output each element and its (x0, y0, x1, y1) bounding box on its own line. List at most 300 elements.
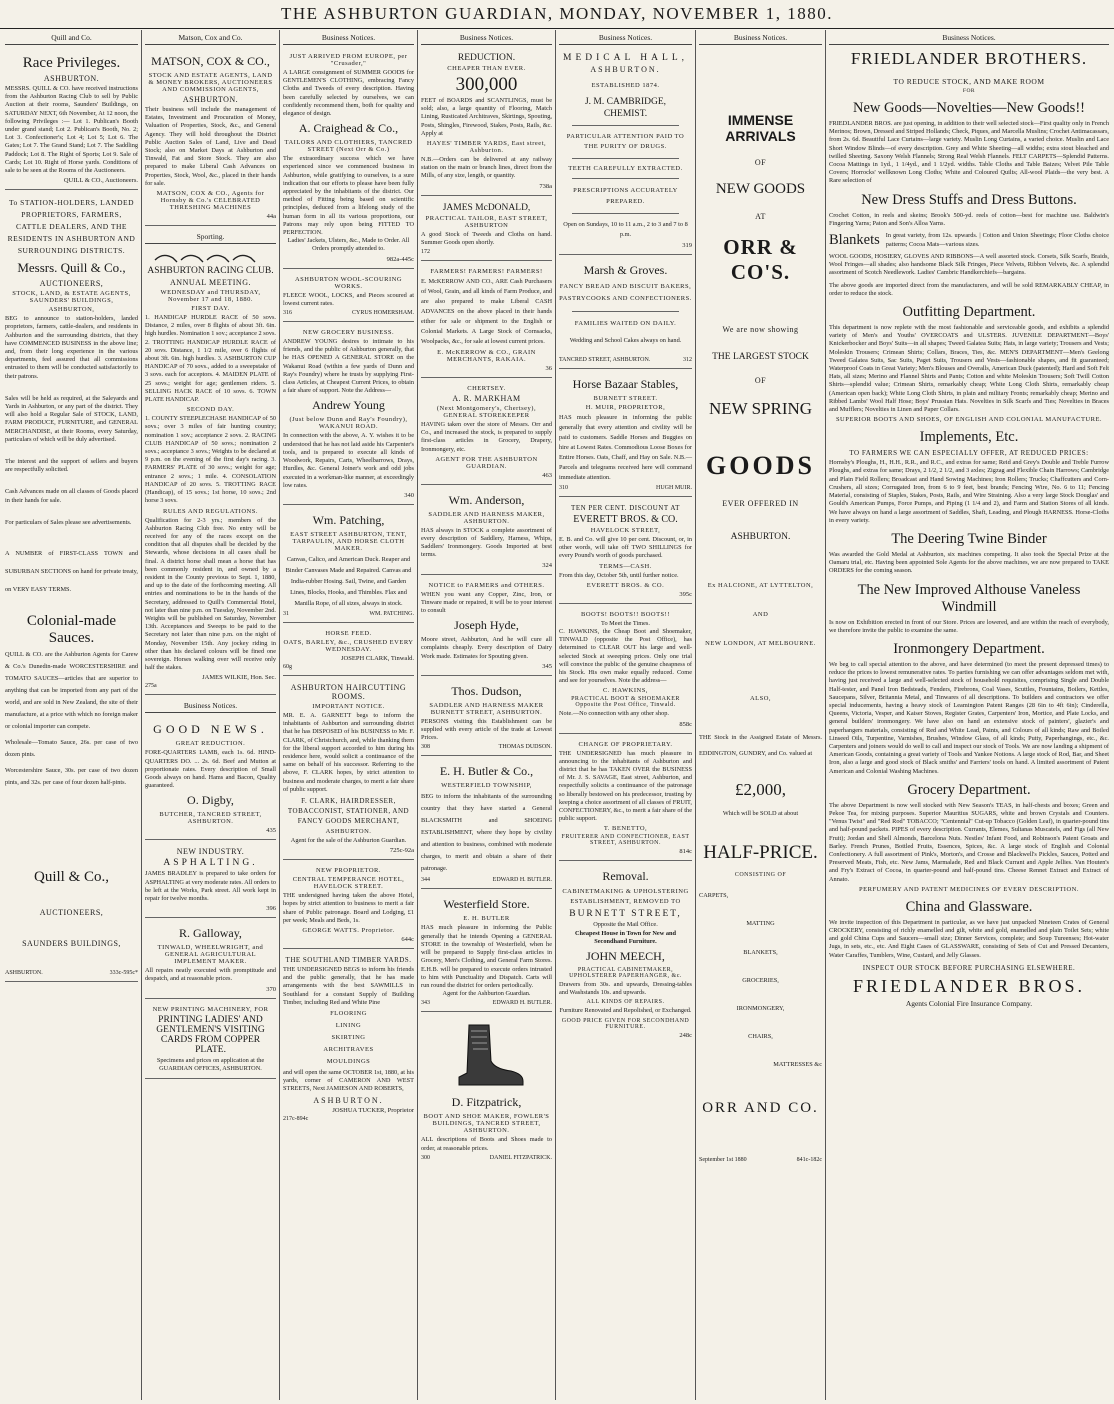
goods-item: MATTRESSES &c (773, 1061, 822, 1069)
ad-body: C. HAWKINS, the Cheap Boot and Shoemaker, TINWALD (opposite the Post Office), has determined to CLEAR OUT his large and well-selected Stock at sweeping prices. Only one trial will convince the public of the genuine cheapness of his Stock. His own make equally reduced. Come and see for yourselves. Note the address— (559, 628, 692, 685)
ad-body: JAMES BRADLEY is prepared to take orders for ASPHALTING at very moderate rates. All orders to be left at the Works, Park street. All work kept in repair for twelve months. (145, 870, 276, 902)
ad-footnote: Ladies' Jackets, Ulsters, &c., Made to Order. All Orders promptly attended to. (287, 237, 410, 253)
ad-signature: EDWARD H. BUTLER. (492, 877, 552, 884)
masthead-title: THE ASHBURTON GUARDIAN, MONDAY, NOVEMBER 1, 1880. (281, 4, 833, 23)
ad-signature: THOMAS DUDSON. (498, 744, 552, 751)
ad-and: AND (752, 611, 769, 618)
ad-china-body: We invite inspection of this Department in particular, as we have just unpacked Nineteen Crates of General CROCKERY, consisting of richly enamelled and gilt, white and gold, enamelled and plain Toilet Sets; white and gold China Cups and Saucers—small size; Dinner Services, complete; and Soup Tureenses; Hot-water Jugs, in sets, etc., etc. And Eight Cases of GLASSWARE, consisting of Sets of Cut and Pressed Decanters, Water Caraffes, Tumblers, Wine, Custard, and Jelly Glasses. (829, 918, 1109, 959)
column-4 (418, 30, 556, 1400)
ad-body: All repairs neatly executed with promptitude and despatch, and at reasonable prices. (145, 967, 276, 983)
ad-code: 396 (266, 905, 276, 913)
ad-code: 300 (421, 1154, 430, 1161)
ad-subtitle: SADDLER AND HARNESS MAKER BURNETT STREET, ASHBURTON. (429, 701, 544, 716)
ad-headline: HORSE FEED. (325, 629, 372, 637)
ad-code: 644c (401, 935, 414, 943)
ad-rules-body: Qualification for 2-3 yrs.; members of the Ashburton Racing Club free. No entry will be received for any of the races except on the condition that all disputes shall be decided by the Stewards, whose decisions in all cases shall be final. A district horse shall mean a horse that has been commonly resident in, and owned by a resident in the County previous to Sept. 1, 1880, and up to the date of the forthcoming meeting. All entries and nominations to be in the hands of the Secretary, addressed to Quill's Commercial Hotel, not later than nine p.m. on Tuesday, November 2nd. Weights will be published on Saturday, November 13th. Acceptances and Sweeps to be paid to the Secretary not later than nine p.m. on the night of Monday, November 15th. Any jockey riding in other than his declared colours will be fined one sovereign. Horses walking over will receive only half the stakes. (145, 516, 276, 672)
ad-code: 814c (679, 848, 692, 856)
good-news-ad (145, 717, 276, 840)
ad-place: ASHBURTON. (325, 827, 372, 835)
ad-signature: EDWARD H. BUTLER. (492, 1000, 552, 1007)
ad-headline: To STATION-HOLDERS, LANDED PROPRIETORS, FARMERS, CATTLE DEALERS, AND THE RESIDENTS IN ASHBURTON AND SURROUNDING DISTRICTS. (7, 198, 136, 256)
ad-subtitle: IMPORTANT NOTICE. (312, 702, 385, 710)
asphalting-ad (145, 843, 276, 918)
ad-bros: FRIEDLANDER BROS. (852, 975, 1086, 996)
matson-cox-ad (145, 49, 276, 226)
ad-subtitle-2: BUTCHER, TANCRED STREET, ASHBURTON. (159, 811, 262, 826)
ad-code: 319 (682, 242, 692, 249)
ad-final-sub: AUCTIONEERS, (39, 908, 104, 918)
hawkins-ad (559, 607, 692, 734)
ad-code: 345 (542, 662, 552, 670)
ad-sauces-body: QUILL & CO. are the Ashburton Agents for Carew & Co.'s Dunedin-made WORCESTERSHIRE and TOMATO SAUCES—articles that are superior to anything that can be imported from any part of the world, and are sold in New Zealand, the site of their manufacture, at a price with which no foreign maker or colonial importer can compete. (5, 651, 138, 731)
ad-subtitle-2: PRACTICAL CABINETMAKER, UPHOLSTERER PAPERHANGER, &c. (569, 967, 682, 980)
hayes-timber-ad (421, 49, 552, 196)
ad-headline: FARMERS! FARMERS! FARMERS! (430, 268, 543, 276)
ad-subtitle: FRUITERER AND CONFECTIONER, EAST STREET, ASHBURTON. (561, 834, 690, 847)
ad-sauces-body-3: Worcestershire Sauce, 30s. per case of two dozen pints, and 32s. per case of four dozen half-pints. (5, 767, 138, 787)
ad-body: MR. E. A. GARNETT begs to inform the inhabitants of Ashburton and surrounding district that he has DISPOSED of his BUSINESS to Mr. F. CLARK, of Christchurch, and, while thanking them for the liberal support accorded to him during his residence here, would solicit a continuance of the same on behalf of his successor. Referring to the above, F. CLARK hopes, by strict attention to business and moderate charges, to merit a fair share of public support. (283, 711, 414, 793)
mckerrow-ad (421, 264, 552, 378)
ad-code: 60g (283, 663, 292, 670)
ad-inspect: INSPECT OUR STOCK BEFORE PURCHASING ELSEWHERE. (862, 963, 1076, 972)
ad-subtitle: STOCK AND ESTATE AGENTS, LAND & MONEY BROKERS, AUCTIONEERS AND COMMISSION AGENTS, (148, 72, 273, 93)
ad-deering-body: Was awarded the Gold Medal at Ashburton, six machines competing. It also took the Special Prize at the Oamaru trial, etc. Having been appointed Sole Agents for the above machines, we are now prepared to TAKE ORDERS for the coming season. (829, 550, 1109, 575)
ad-code: 333c-595c* (109, 970, 138, 977)
column-1 (2, 30, 142, 1400)
ad-body-2: The extraordinary success which we have experienced since we commenced business in Ashburton, while gratifying to ourselves, is a sure indication that our efforts to please have been fully appreciated by the inhabitants of the district. Our method of Fitting being based on scientific principles, deduced from a lifelong study of the human form in all its various proportions, our Patrons may rely upon being FITTED TO PERFECTION. (283, 155, 414, 237)
ad-implements-body: Hornsby's Ploughs, H., H.H., R.R., and R.C., and extras for same; Reid and Grey's Double and Treble Furrow Ploughs, and extras for same; Drays, 2 1/2, 2 1/2, and 3 axles; Zigzag and Flexible Chain Harrows; Cambridge and Plain Field Rollers; Broadcast and Hand Sowing Machines; Iron Rollers; Trucks; Chaffcutters and Corn-Crushers, all sizes; Corrugated Iron, from 6 to 9 feet, best brands; Fencing Wire, No. 6 to 11; Fencing Material, consisting of Staples, Stakes, Posts, Rails, and Wire Straining. Also a very large Stock Douglas' and Gould's American Pumps, Force Pumps, and Piping (1 1/4 and 2), and Farm and Station Stores of all kinds. We have always on hand a large assortment of Saddles, Shaft, Leading, and Plough HARNESS. Horse-Cloths in every variety. (829, 459, 1109, 524)
ad-code: 344 (421, 877, 430, 884)
ad-line-5: GOOD PRICE GIVEN FOR SECONDHAND FURNITURE. (561, 1017, 690, 1030)
westerfield-store-ad (421, 892, 552, 1012)
ad-body: HAS much pleasure in informing the Public generally that he intends Opening a GENERAL STORE in the township of Westerfield, when he will be prepared to Supply first-class articles in Grocery, Men's Clothing, and General Farm Stores. E.H.B. will be prepared to execute orders intrusted to him with Punctuality and Dispatch. Carts will run round the district for orders periodically. (421, 924, 552, 989)
column-header: Business Notices. (699, 30, 822, 45)
ad-body: FORE-QUARTERS LAMB, each 1s. 6d. HIND-QUARTERS DO. ... 2s. 6d. Beef and Mutton at proportionate rates. Every description of Small Goods always on hand. Hams and Bacon, Quality guaranteed. (145, 749, 276, 790)
ad-subtitle: FANCY BREAD AND BISCUIT BAKERS, PASTRYCOOKS AND CONFECTIONERS. (559, 283, 692, 302)
ad-body-3: The interest and the support of sellers and buyers are respectfully solicited. (5, 458, 138, 474)
ad-signature: JAMES WILKIE, Hon. Sec. (202, 674, 276, 682)
ad-first-day: FIRST DAY. (191, 305, 230, 313)
ad-line-2: Wedding and School Cakes always on hand. (569, 337, 682, 344)
ad-body: FEET of BOARDS and SCANTLINGS, must be sold; also, a large quantity of Flooring, Match Lining, Rusticated Architraves, Skirtings, Spouting, Posts, Shingles, Firewood, Stakes, Posts, Rails, &c. Apply at (421, 97, 552, 137)
ad-for: FOR (962, 88, 976, 94)
ad-firm-name: HAYES' TIMBER YARDS, East street, Ashburton. (426, 140, 547, 155)
ad-title: Race Privileges. (22, 55, 121, 71)
ad-subtitle: AUCTIONEERS, (39, 279, 104, 289)
ad-body: Drawers from 30s. and upwards, Dressing-tables and Washstands 10s. and upwards. (559, 981, 692, 997)
ad-code: 738a (539, 182, 552, 190)
ad-body: BEG to inform the inhabitants of the surrounding country that they have started a General BLACKSMITH and SHOEING ESTABLISHMENT, where they hope by civility and attention to business, combined with moderate charges, to merit and obtain a share of their patronage. (421, 793, 552, 873)
ad-firm-name: O. Digby, (187, 793, 234, 808)
column-header: Quill and Co. (5, 30, 138, 45)
ad-signature: MATSON, COX & CO., Agents for Hornsby & Co.'s CELEBRATED THRESHING MACHINES (156, 190, 265, 212)
ad-body: PERSONS visiting this Establishment can be supplied with every article of the trade at Lowest Prices. (421, 717, 552, 742)
ad-outfitting-body: This department is now replete with the most fashionable and serviceable goods, and exhibits a splendid variety of Men's and Youths' OVERCOATS and ULSTERS. JUVENILE DEPARTMENT—Boys' Knickerbocker and Boys' Suits—in all shapes; Tweed Galatea Suits; Hats, in large variety; Trousers and Vests; Moleskin Trousers; Crimean Shirts; Collars, Braces, Ties, &c. MEN'S DEPARTMENT—Men's Geelong Tweed Galatea Suits, Sac Suits, Paget Suits, Trousers and Vests—fashionable shapes, and fit guaranteed; Waterproof Coats in Great Variety; Men's Blouses and Overalls, American Duck (patented); Hard and Soft Felt Hats, all sizes; Merino and Flannel Shirts and Pants; Cotton and white Moleskin Trousers; Soft Twill Cotton Shirts—splendid value; Crimean Shirts, remarkably cheap; White Long Cloth Shirts, remarkably cheap (American open back); White Long Cloth Shirts, in plain and military Fronts; remarkably cheap; Merino and Ribbed Lambs' Wool Half Hose; Boys' Prussian Hats. Novelties in Silk Scarfs and Ties; Novelties in Braces and Mufflers; Novelties in Linen and Paper Collars. (829, 324, 1109, 414)
timber-item: FLOORING (330, 1009, 367, 1017)
ad-subtitle-2: STOCK, LAND, & ESTATE AGENTS, SAUNDERS' BUILDINGS, (12, 290, 131, 305)
goods-item: CHAIRS, (748, 1033, 773, 1041)
ad-body: MESSRS. QUILL & CO. have received instructions from the Ashburton Racing Club to sell by Public Auction at their rooms, Saunders' Buildings, on SATURDAY NEXT, 6th November, At 12 noon, the following Privileges :— Lot 1. Publican's Booth under grand stand; Lot 2. Publican's Booth, No. 2; Lot 3. Confectioner's; Lot 4; Lot 5; Lot 6. The Gates; Lot 7. The Grand Stand; Lot 7. The Saddling Paddock; Lot 8. The Right of Sports; Lot 9. Sale of Cards; Lot 10. Right of Horse yards. Conditions of sale to be seen at the Rooms of the Auctioneers. (5, 85, 138, 175)
ad-body: WHEN you want any Copper, Zinc, Iron, or Tinware made or repaired, it will be to your interest to consult (421, 590, 552, 615)
ad-title: Westerfield Store. (443, 897, 530, 912)
ad-code: 172 (421, 249, 430, 256)
ad-final-firm: Quill & Co., (33, 869, 109, 886)
ad-firm-name: JOHN MEECH, (586, 949, 665, 964)
ad-firm-name: Marsh & Groves. (583, 263, 668, 277)
section-blankets: Blankets (829, 232, 880, 249)
column-2 (142, 30, 280, 1400)
ad-note: Note.—No connection with any other shop. (559, 710, 669, 718)
ad-code: 324 (542, 561, 552, 569)
ad-firm-name: T. BENETTO, (603, 825, 648, 833)
ad-grocery-body: The above Department is now well stocked with New Season's TEAS, in half-chests and boxes; Green and Pekoe Tea, for mixing purposes. Superior Mauritius SUGARS, white and brown Crystals and Counters. "Venus Twist" and "Red Rod" TOBACCO; "Centennial" Cut-up Tobacco (Golden Leaf), in quarter-pound tins and half-pound packets. PIPES of every description. Currants, Elemes, Sultanas Muscatels, and Figs (all New Fruit); Jordan and Shell Almonds, Barcelona Nuts. Nestles' Infant Food, and Robinson's Patent Groats and Barley. French Prunes, Bottled Fruits, Essences, Spices, &c. A large stock of English and Colonial Confectionery. A full assortment of Pink's, Morton's, and Crosse and Blackwell's Pickles, Sauces, Potted and Preserved Meats, Fish, etc. New Jams, Marmalade, Red and Black Currant and Apple Jellies. Van Houten's and Fry's Extract of Cocoa, in quarter-pound and half-pound tins. Cheese Rennet Extract and Extract of Annato. (829, 801, 1109, 883)
ad-title: THE SOUTHLAND TIMBER YARDS. (285, 955, 412, 964)
ad-wool: WOOL GOODS, HOSIERY, GLOVES AND RIBBONS—A well assorted stock. Corsets, Silk Scarfs, Braids, Wool Fringes—all shades; also handsome Black Silk Fringes, Piece Velvets, Ribbon Velvets, &c. A splendid assortment of Scotch Needlework. Ladies' Cambric Handkerchiefs—bargains. (829, 253, 1109, 277)
ad-subtitle: ANNUAL MEETING. (170, 278, 251, 288)
ad-code: 36 (545, 365, 552, 373)
ad-body: ANDREW YOUNG desires to intimate to his friends, and the public of Ashburton generally, that he HAS OPENED A GENERAL STORE on the Wakanui Road (within a few yards of Dunn and Ray's Foundry) where he trusts by supplying First-class Articles, at Cheapest Current Prices, to obtain a fair share of support. Note the Address— (283, 338, 414, 395)
section-outfitting: Outfitting Department. (902, 304, 1036, 321)
ad-body-2: Sales will be held as required, at the Saleyards and Yards in Ashburton, or any part of the district. They will also hold a Regular Sale of STOCK, LAND, FARM PRODUCE, FURNITURE, and GENERAL MERCHANDISE, at their Rooms, every Saturday, particulars of which will be duly advertised. (5, 394, 138, 443)
ad-headline: JUST ARRIVED FROM EUROPE, per "Crusader," (289, 53, 408, 67)
column-7 (826, 30, 1112, 1400)
ad-body-5: For particulars of Sales please see advertisements. (5, 518, 132, 526)
fitzpatrick-ad (421, 1015, 552, 1165)
ad-line-3: ALL KINDS OF REPAIRS. (586, 999, 665, 1006)
ad-code: 395c (679, 590, 692, 598)
ad-value: £2,000, (735, 780, 786, 799)
ad-code: 31 (283, 610, 289, 617)
ad-dates: WEDNESDAY and THURSDAY, November 17 and 18, 1880. (160, 289, 261, 304)
section-althouse: The New Improved Althouse Vaneless Windmill (857, 581, 1081, 615)
racing-club-ad (145, 248, 276, 695)
ad-firm-name: A. R. MARKHAM (452, 394, 521, 404)
ad-agents: Agents Colonial Fire Insurance Company. (905, 998, 1033, 1008)
section-implements: Implements, Etc. (919, 429, 1019, 446)
ad-headline: NEW GROCERY BUSINESS. (302, 329, 395, 337)
ad-signature: EVERETT BROS. & CO. (586, 581, 665, 589)
ad-to-farmers: TO FARMERS WE CAN ESPECIALLY OFFER, AT REDUCED PRICES: (849, 449, 1089, 458)
ad-showing: We are now showing (722, 325, 799, 334)
goods-item: CARPETS, (699, 892, 729, 900)
goods-item: IRONMONGERY, (736, 1005, 785, 1013)
ad-code: 841c-182c (796, 1156, 822, 1163)
ad-london: NEW LONDON, AT MELBOURNE. (705, 640, 816, 647)
ad-final-sub-2: SAUNDERS BUILDINGS, (22, 939, 121, 949)
ad-firm-name: Joseph Hyde, (454, 618, 519, 633)
ad-line: FAMILIES WAITED ON DAILY. (574, 320, 677, 327)
ad-firm-name: FRIEDLANDER BROTHERS. (850, 49, 1088, 68)
ad-sauces-body-2: Wholesale—Tomato Sauce, 26s. per case of two dozen pints. (5, 739, 138, 759)
ad-headline: BOOTS! BOOTS!! BOOTS!! (581, 610, 670, 618)
ad-at: AT (755, 212, 766, 221)
ad-headline: NOTICE to FARMERS and OTHERS. (428, 581, 545, 589)
ad-title: ASHBURTON WOOL-SCOURING WORKS. (294, 275, 403, 290)
ad-firm-name: MATSON, COX & CO., (151, 54, 270, 68)
ad-subtitle: PRACTICAL TAILOR, EAST STREET, ASHBURTON (425, 214, 548, 229)
ad-subtitle: CHEAPER THAN EVER. (447, 65, 526, 72)
ad-subtitle: E. H. BUTLER (463, 915, 510, 923)
ad-firm-name: D. Fitzpatrick, (451, 1095, 522, 1110)
ad-code: 463 (542, 471, 552, 479)
ad-place: ASHBURTON. (182, 95, 239, 104)
ad-body-2: and will open the same OCTOBER 1st, 1880, at his yards, corner of CAMERON AND WEST STREETS, Next JAMIESON AND ROBERTS, (283, 1068, 414, 1093)
section-new-goods: New Goods—Novelties—New Goods!! (853, 100, 1085, 116)
ad-hours: Open on Sundays, 10 to 11 a.m., 2 to 3 and 7 to 8 p.m. (563, 221, 688, 238)
column-header: Business Notices. (283, 30, 414, 45)
ad-body: A LARGE consignment of SUMMER GOODS for GENTLEMEN'S CLOTHING, embracing Fancy Cloths and Tweeds of every description. Having been carefully selected by ourselves, we can confidently recommend them, both for quality and elegance of design. (283, 69, 414, 118)
goods-item: MATTING (746, 920, 775, 928)
ad-body: BEG to announce to station-holders, landed proprietors, farmers, cattle-dealers, and residents in Ashburton and the surrounding districts, that they have COMMENCED BUSINESS in the above line; and, from their long experience in the various departments, feel assured that all commissions entrusted to them will be conducted satisfactorily to their patrons. (5, 315, 138, 380)
ad-body-2: N.B.—Orders can be delivered at any railway station on the main or branch lines, direct from the Mills, of any size, length, or quantity. (421, 156, 552, 180)
ad-body-2: From this day, October 5th, until further notice. (559, 571, 679, 579)
temperance-hotel-ad (283, 863, 414, 949)
ad-title: REDUCTION. (457, 53, 516, 63)
ad-code: 343 (421, 1000, 430, 1007)
ad-line: Opposite the Mail Office. (593, 921, 658, 929)
ad-place: ASHBURTON. (5, 970, 43, 977)
everett-ad (559, 500, 692, 604)
wool-scouring-ad (283, 272, 414, 322)
ad-subtitle: To Meet the Times. (601, 619, 650, 627)
ad-title: ASPHALTING. (163, 858, 258, 869)
ad-agent: AGENT FOR THE ASHBURTON GUARDIAN. (435, 455, 538, 470)
ad-firm-name: Wm. Anderson, (448, 492, 525, 507)
ad-headline: TEN PER CENT. DISCOUNT AT (571, 504, 680, 512)
quill-main-ad (5, 193, 138, 982)
ad-line-3: PRESCRIPTIONS ACCURATELY PREPARED. (573, 187, 678, 205)
ad-subtitle: CHEMIST. (603, 109, 648, 119)
ad-also: ALSO, (749, 695, 772, 702)
ad-immense: IMMENSE ARRIVALS (725, 112, 796, 144)
ad-title: ASHBURTON RACING CLUB. (147, 266, 274, 277)
ad-place: ASHBURTON, (48, 306, 95, 314)
ad-body: A good Stock of Tweeds and Cloths on hand. Summer Goods open shortly. (421, 230, 552, 246)
printing-ad (145, 1002, 276, 1079)
ad-signature: GEORGE WATTS. Proprietor. (302, 926, 395, 934)
ad-signature: E. McKERROW & CO., GRAIN MERCHANTS, RAKAIA. (437, 349, 536, 364)
ad-title: Horse Bazaar Stables, (572, 377, 679, 391)
ad-superior: SUPERIOR BOOTS AND SHOES, OF ENGLISH AND COLONIAL MANUFACTURE. (835, 416, 1103, 424)
ad-second-day: SECOND DAY. (186, 406, 235, 414)
ad-crochet: Crochet Cotton, in reels and skeins; Brook's 500-yd. reels of cotton—best for machine use. Baldwin's Fingering Yarns; Paton and Son's Alloa Yarns. (829, 211, 1109, 227)
ad-signature: QUILL & CO., Auctioneers. (63, 177, 138, 185)
ad-subtitle: TAILORS AND CLOTHIERS, TANCRED STREET (Next Orr & Co.) (284, 139, 413, 154)
ad-address: TANCRED STREET, ASHBURTON. (559, 357, 651, 363)
ad-firm-name: Andrew Young (312, 398, 385, 413)
ad-body: Their business will include the management of Estates, Investment and Procuration of Money, Valuation of Properties, Stock, &c., and General Agency. They will hold throughout the District Public Auction Sales of Land, Live and Dead Stock; also on Market Days at Ashburton and Tinwald, Fat and Store Stock. They are also prepared to make Liberal Cash Advances on Properties, Stock, Wool, &c., placed in their hands for sale. (145, 106, 276, 187)
masthead (0, 0, 1114, 29)
blankets-row (829, 232, 1109, 249)
ad-half-price: HALF-PRICE. (703, 842, 818, 864)
ad-body: THE UNDERSIGNED has much pleasure in announcing to the inhabitants of Ashburton and district that he has TAKEN OVER the BUSINESS of Mr. J. S. SAVAGE, East street, Ashburton, and respectfully solicits a continuance of the patronage so liberally bestowed on his predecessor, trusting by keeping a choice assortment of all classes of FRUIT, CONFECTIONERY, &c., to merit a fair share of the public support. (559, 749, 692, 823)
haircutting-ad (283, 679, 414, 860)
boot-icon (447, 1021, 527, 1091)
ad-signature: JOSEPH CLARK, Tinwald. (341, 654, 414, 662)
column-5 (556, 30, 696, 1400)
ad-reduce: TO REDUCE STOCK, AND MAKE ROOM (893, 77, 1045, 86)
markham-ad (421, 381, 552, 485)
ad-code: 44a (266, 213, 276, 221)
benetto-ad (559, 737, 692, 862)
ad-body: E. B. and Co. will give 10 per cent. Discount, or, in other words, will take off TWO SHILLINGS for every Pound's worth of goods purchased. (559, 536, 692, 560)
ad-perfumery: PERFUMERY AND PATENT MEDICINES OF EVERY DESCRIPTION. (858, 885, 1079, 893)
ad-code: 435 (266, 827, 276, 835)
ad-of-2: OF (754, 376, 767, 385)
anderson-ad (421, 488, 552, 575)
ad-orr: ORR & CO'S. (723, 235, 798, 284)
ad-firm-name: J. M. CAMBRIDGE, (584, 97, 667, 107)
dudson-ad (421, 679, 552, 757)
section-ironmongery: Ironmongery Department. (893, 640, 1045, 657)
timber-item: SKIRTING (331, 1033, 366, 1041)
ad-subtitle: CABINETMAKING & UPHOLSTERING ESTABLISHMENT, REMOVED TO (562, 888, 689, 906)
horse-feed-ad (283, 626, 414, 676)
ad-stock: THE Stock in the Assigned Estate of Messrs. EDDINGTON, GUNDRY, and Co. valued at (699, 734, 822, 757)
ad-of: OF (754, 158, 767, 167)
ad-place: ASHBURTON. (43, 74, 100, 83)
mcdonald-ad (421, 199, 552, 261)
ad-body-2: Moore street, Ashburton, And he will cure all complaints cheaply. Every description of Dairy Work made. Estimates for Spouting given. (421, 636, 552, 660)
ad-ever: EVER OFFERED IN (722, 499, 799, 508)
section-header-sporting: Sporting. (145, 229, 276, 244)
ad-signature: JOSHUA TUCKER, Proprietor (332, 1106, 414, 1114)
ad-sections: A NUMBER of FIRST-CLASS TOWN and SUBURBAN SECTIONS on hand for private treaty, on VERY EASY TERMS. (5, 550, 138, 594)
section-china: China and Glassware. (905, 898, 1033, 915)
ad-consisting: CONSISTING OF (734, 872, 787, 879)
ad-street: BURNETT STREET, (569, 909, 682, 920)
ad-firm-name: C. HAWKINS, (603, 687, 648, 695)
ad-subtitle: SADDLER AND HARNESS MAKER, ASHBURTON. (428, 510, 545, 525)
ad-signature: DANIEL FITZPATRICK. (489, 1154, 552, 1161)
ad-firm-name: H. MUIR, PROPRIETOR, (585, 404, 666, 411)
ad-signature: HUGH MUIR. (656, 485, 692, 491)
ad-firm-name: Thos. Dudson, (451, 683, 522, 698)
ad-body: Specimens and prices on application at the GUARDIAN OFFICES, ASHBURTON. (156, 1056, 265, 1072)
ad-orr-and: ORR AND CO. (702, 1099, 819, 1116)
ad-subtitle: (Next Montgomery's, Chertsey), GENERAL STOREKEEPER (436, 405, 537, 420)
ad-ex: Ex HALCIONE, AT LYTTELTON, (707, 582, 814, 589)
timber-item: ARCHITRAVES (323, 1045, 374, 1053)
ad-signature: WM. PATCHING. (369, 610, 414, 617)
ad-place: ASHBURTON. (313, 1095, 384, 1105)
ad-body: Canvas, Calico, and American Duck. Reaper and Binder Canvases Made and Repaired. Canvas and India-rubber Hosing. Sail, Twine, and Garden Lines, Blocks, Hooks, and Thimbles. Flax and Manilla Rope, of all sizes, always in stock. (285, 555, 412, 607)
john-meech-ad (559, 864, 692, 1043)
goods-item: BLANKETS, (743, 948, 778, 956)
ad-sauces-title: Colonial-made Sauces. (26, 613, 117, 647)
galloway-ad (145, 921, 276, 998)
ad-headline: NEW PROPRIETOR. (315, 867, 382, 875)
ad-new-spring: NEW SPRING (708, 399, 813, 418)
ad-firm-name: Messrs. Quill & Co., (17, 260, 126, 276)
column-6 (696, 30, 826, 1400)
ad-established: ESTABLISHED 1874. (591, 82, 660, 89)
ad-body: HAS much pleasure in informing the public generally that every attention and civility will be paid to customers. Saddle Horses and Buggies on hire at Lowest Rates. Commodious Loose Boxes for Entire Horses. Oats, Chaff, and Hay on Sale. N.B.—Parcels and telegrams received here will command immediate attention. (559, 414, 692, 481)
ad-code: 340 (404, 491, 414, 499)
ad-new-goods: NEW GOODS (715, 181, 806, 197)
medical-hall-ad (559, 49, 692, 255)
ad-code: 858c (679, 720, 692, 728)
ad-line-4: Furniture Renovated and Repolished, or Exchanged. (559, 1007, 692, 1015)
section-deering: The Deering Twine Binder (891, 530, 1047, 547)
ad-title: Removal. (602, 869, 649, 884)
ad-firm-name: Wm. Patching, (312, 512, 385, 527)
ad-subtitle: GREAT REDUCTION. (175, 740, 246, 748)
ad-code: 316 (283, 310, 292, 317)
ad-code: 725c-92a (389, 847, 414, 855)
ad-code: 370 (266, 985, 276, 993)
ad-firm-name: R. Galloway, (179, 926, 242, 941)
ad-ironmongery-body: We beg to call special attention to the above, and have determined (to meet the present depressed times) to reduce the prices to lowest remunerative rates. To parties furnishing we can offer advantages seldom met with, having just received a large and well-selected stock of household requisites, comprising Single and Double Half-tester, and Panel Iron Bedsteads, Fenders, Firebrons, Coal Vases, Scuttles, Fountains, Boilers, Kettles, Saucepans, Silver, Britannia Metal, and Tinwares of all descriptions. To builders and contractors we offer special inducements, having a heavy stock of Leamington Patent Ranges (28 6in to 4ft 6in); Cinderella, Queens, Victoria, Vesper, and Kaiser Stoves, Register Grates, Carpenters' Iron, Mortice, and Plate Locks, and general builders' ironmongery. We have also on hand an extensive stock of painters', glazier's and paperhangers materials, consisting of Red and White Lead, Paints, and Colours of all kinds; Raw and Boiled Linseed Oils, Turpentine, Varnishes, Brushes, Window Glass, of all kinds; Putty, Paperhangings, etc., &c. Carpenters and joiners would do well to call and inspect our stock of Tools. We are now landing a shipment of American Goods, containing a great variety of Tools and Yankee Notions. A large stock of Rod, Bar, and Sheet Iron, also a large and good stock of Black smiths' and Farriers' tools on hand. A limited assortment of Patent American and Colonial Washing Machines. (829, 660, 1109, 775)
ad-title: ASHBURTON HAIRCUTTING ROOMS. (290, 682, 407, 701)
ad-races-first: 1. HANDICAP HURDLE RACE of 50 sovs. Distance, 2 miles, over 8 flights of about 3ft. 6in. high hurdles. Nomination 1 sov.; acceptance 2 sovs. 2. TROTTING HANDICAP HURDLE RACE of 20 sovs. Distance, 1 1/2 mile, over 6 flights of about 3ft. 6in. high hurdles. 3. ASHBURTON CUP HANDICAP of 70 sovs., added to a sweepstake of 3 sovs. each for acceptors. 4. MAIDEN PLATE of 25 sovs.; weight for age; gentlemen riders. 5. SELLING HACK RACE of 10 sovs. 6. TOWN PLATE HANDICAP. (145, 314, 276, 404)
ad-code: 217c-894c (283, 1115, 309, 1122)
ad-body: ALL descriptions of Boots and Shoes made to order, at reasonable prices. (421, 1136, 552, 1152)
ad-date: September 1st 1880 (699, 1156, 747, 1163)
butler-ad (421, 759, 552, 889)
ad-subtitle: TINWALD, WHEELWRIGHT, and GENERAL AGRICULTURAL IMPLEMENT MAKER. (157, 944, 264, 966)
race-privileges-ad (5, 49, 138, 190)
southland-timber-ad (283, 952, 414, 1127)
ad-code: 275a (145, 683, 157, 690)
andrew-young-ad (283, 325, 414, 505)
section-grocery: Grocery Department. (907, 781, 1031, 798)
column-3 (280, 30, 418, 1400)
goods-item: GROCERIES, (742, 976, 779, 984)
timber-item: LINING (335, 1021, 362, 1029)
blankets-body: In great variety, from 12s. upwards. | Cotton and Union Sheetings; Floor Cloths choice patterns; Cocoa Mats—various sizes. (885, 232, 1109, 248)
ad-body: HAVING taken over the store of Messrs. Orr and Co., and increased the stock, is prepared to supply first-class articles in Grocery, Drapery, Ironmongery, etc. (421, 421, 552, 453)
marsh-groves-ad (559, 258, 692, 369)
ad-title: MEDICAL HALL, (563, 53, 688, 63)
ad-title: GOOD NEWS. (153, 722, 268, 737)
ad-largest: THE LARGEST STOCK (712, 352, 809, 362)
section-dress: New Dress Stuffs and Dress Buttons. (861, 191, 1077, 208)
ad-headline: NEW INDUSTRY. (176, 847, 245, 857)
ad-line-2: TEETH CAREFULLY EXTRACTED. (568, 165, 683, 172)
ad-races-second: 1. COUNTY STEEPLECHASE HANDICAP of 50 sovs.; over 3 miles of fair hunting country; nomination 1 sov.; acceptance 2 sovs. 2. RACING CLUB HANDICAP of 50 sovs.; nomination 2 sovs.; acceptance 3 sovs.; Weights to be declared at 9 p.m. on the evening of the first day's racing. 3. FARMERS' PLATE of 30 sovs.; weight for age; entrance 2 sovs.; 1 mile. 4. CONSOLATION HANDICAP of 20 sovs. 5. TROTTING RACE (Handicap), of 15 sovs.; 1st horse, 10 sovs.; 2nd horse 3 sovs. (145, 415, 276, 505)
ad-subtitle: WESTERFIELD TOWNSHIP, (441, 782, 532, 790)
ad-code: 312 (683, 357, 692, 363)
ad-line: PARTICULAR ATTENTION PAID TO THE PURITY OF DRUGS. (566, 133, 685, 150)
ad-subtitle: HAVELOCK STREET, (590, 527, 661, 534)
ad-title: OATS, BARLEY, &c., CRUSHED EVERY WEDNESDAY. (283, 638, 414, 653)
ad-code: 308 (421, 744, 430, 751)
column-header: Business Notices. (559, 30, 692, 45)
racing-horses-icon (151, 250, 271, 264)
craighead-ad (283, 49, 414, 269)
ad-subtitle-2: PRACTICAL BOOT & SHOEMAKER Opposite the Post Office, Tinwald. (571, 696, 680, 709)
patching-ad (283, 508, 414, 623)
ad-body: HAS always in STOCK a complete assortment of every description of Saddlery, Harness, Whips, Saddlers' Ironmongery. Goods Imported at best terms. (421, 526, 552, 559)
joseph-hyde-ad (421, 578, 552, 676)
ad-firm-name: E. H. Butler & Co., (439, 764, 534, 779)
ad-code: 248c (679, 1031, 692, 1039)
ad-place: ASHBURTON. (590, 65, 661, 74)
ad-body: THE UNDERSIGNED BEGS to inform his friends and the public generally, that he has made arrangements with the best SAWMILLS in Southland for a constant Supply of Building Timber, including Red and White Pine (283, 965, 414, 1006)
ad-headline: CHANGE OF PROPRIETARY. (578, 740, 673, 748)
ad-agent: Agent for the Ashburton Guardian. (442, 990, 531, 998)
ad-althouse-body: Is now on Exhibition erected in front of our Store. Prices are lowered, and are within the reach of everybody, we therefore invite the public to examine the same. (829, 618, 1109, 634)
ad-body: E. McKERROW AND CO., ARE Cash Purchasers of Wool, Grain, and all kinds of Farm Produce, and are also prepared to make Liberal CASH ADVANCES on the above placed in their hands either for sale or shipment to the English or Colonial Markets. A Large Stock of Cornsacks, Woolpacks, &c., for sale at lowest current prices. (421, 278, 552, 346)
ad-firm-name: EVERETT BROS. & CO. (573, 514, 678, 525)
horse-bazaar-ad (559, 372, 692, 497)
ad-body-4: Cash Advances made on all classes of Goods placed in their hands for sale. (5, 488, 138, 504)
section-header-business: Business Notices. (145, 698, 276, 713)
columns (2, 30, 1112, 1400)
ad-ashburton: ASHBURTON. (730, 532, 791, 542)
ad-body: FLEECE WOOL, LOCKS, and Pieces scoured at lowest current rates. (283, 291, 414, 307)
